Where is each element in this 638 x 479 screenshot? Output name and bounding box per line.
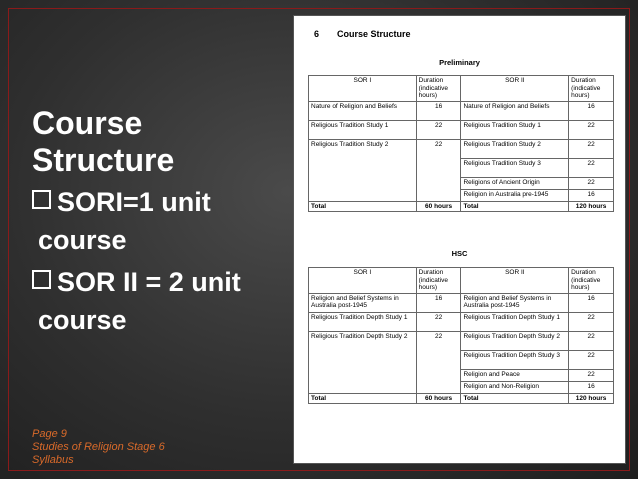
document-heading [314,29,429,39]
preliminary-table [308,75,614,212]
title-line-2: Structure [32,142,175,178]
slide-title [32,105,241,179]
document-image [293,15,626,464]
table-row [309,139,614,158]
cell: 22 [569,177,614,189]
cell: Total [309,201,417,211]
cell: Religion and Non-Religion [461,381,569,393]
cell: 16 [569,293,614,312]
bullet-text-cont: course [38,225,127,255]
cell: Total [461,393,569,403]
header-sor1: SOR I [309,76,417,102]
cell: 120 hours [569,201,614,211]
cell: Religion and Belief Systems in Australia post-1945 [309,293,417,312]
table-row [309,101,614,120]
cell: 16 [569,189,614,201]
section-title: Course Structure [337,29,411,39]
table-row [309,331,614,350]
table-row [309,293,614,312]
table-row [309,120,614,139]
cell: 22 [569,120,614,139]
table-row [309,312,614,331]
checkbox-bullet-icon [32,270,51,289]
header-sor1: SOR I [309,268,417,294]
cell: 22 [569,331,614,350]
cell: 22 [569,312,614,331]
bullet-text-cont: course [38,305,127,335]
cell: Religious Tradition Depth Study 3 [461,350,569,369]
cell: Religious Tradition Depth Study 2 [461,331,569,350]
cell: 22 [416,312,461,331]
section-number: 6 [314,29,320,39]
table-header-row [309,76,614,102]
cell: Religious Tradition Study 1 [309,120,417,139]
bullet-sor1 [32,183,241,259]
bullet-sor2 [32,263,241,339]
cell: Religious Tradition Depth Study 2 [309,331,417,393]
caption-line: Studies of Religion Stage 6 [32,441,165,453]
bullet-text: SOR II = 2 unit [57,267,241,297]
cell: 22 [416,139,461,201]
cell: Religious Tradition Study 3 [461,158,569,177]
cell: 16 [569,381,614,393]
cell: 16 [416,101,461,120]
cell: Total [309,393,417,403]
cell: Religious Tradition Study 2 [309,139,417,201]
header-sor2: SOR II [461,268,569,294]
table-total-row [309,393,614,403]
cell: 22 [416,331,461,393]
header-duration: Duration (indicative hours) [416,268,461,294]
cell: Religion and Belief Systems in Australia post-1945 [461,293,569,312]
cell: 22 [416,120,461,139]
cell: 16 [569,101,614,120]
cell: 60 hours [416,393,461,403]
source-caption [32,428,165,467]
left-panel [32,105,241,339]
cell: 120 hours [569,393,614,403]
header-duration: Duration (indicative hours) [569,76,614,102]
header-sor2: SOR II [461,76,569,102]
cell: Total [461,201,569,211]
cell: Nature of Religion and Beliefs [461,101,569,120]
cell: Religious Tradition Depth Study 1 [309,312,417,331]
hsc-heading: HSC [451,249,468,258]
table-header-row [309,268,614,294]
title-line-1: Course [32,105,143,141]
cell: 16 [416,293,461,312]
bullet-text: SORI=1 unit [57,187,211,217]
cell: 22 [569,350,614,369]
checkbox-bullet-icon [32,190,51,209]
header-duration: Duration (indicative hours) [416,76,461,102]
cell: Nature of Religion and Beliefs [309,101,417,120]
caption-line: Syllabus [32,454,74,466]
cell: Religion in Australia pre-1945 [461,189,569,201]
cell: 22 [569,139,614,158]
hsc-table [308,267,614,404]
cell: Religions of Ancient Origin [461,177,569,189]
cell: Religion and Peace [461,369,569,381]
caption-line: Page 9 [32,428,67,440]
cell: 60 hours [416,201,461,211]
cell: Religious Tradition Study 1 [461,120,569,139]
cell: 22 [569,369,614,381]
cell: 22 [569,158,614,177]
header-duration: Duration (indicative hours) [569,268,614,294]
cell: Religious Tradition Depth Study 1 [461,312,569,331]
table-total-row [309,201,614,211]
cell: Religious Tradition Study 2 [461,139,569,158]
preliminary-heading: Preliminary [439,58,480,67]
